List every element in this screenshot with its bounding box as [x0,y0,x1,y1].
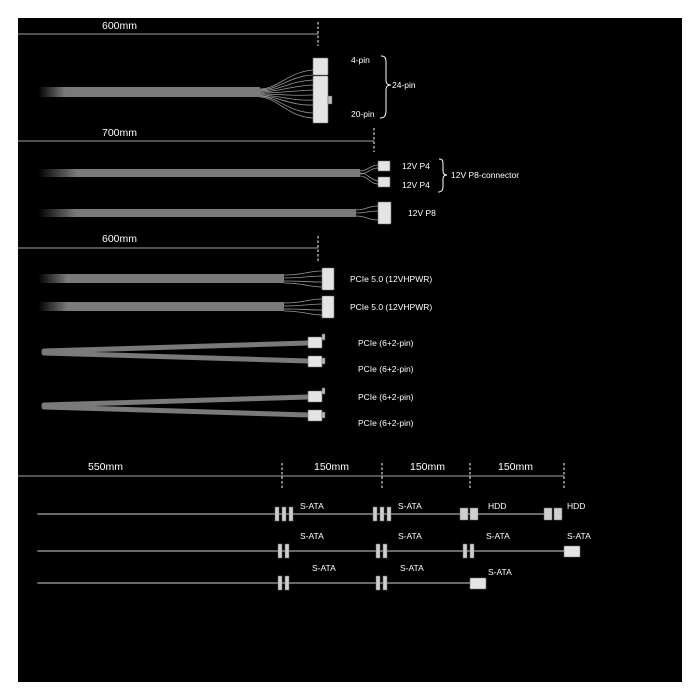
cpu-p8-connector [378,202,391,224]
atx-24pin-label: 24-pin [392,80,416,90]
atx-length-label: 600mm [102,20,138,32]
cpu-p4-connector-a [378,161,390,171]
sata-row1-label-1: S-ATA [300,501,324,511]
pcie62-label-c: PCIe (6+2-pin) [358,392,414,402]
cpu-p4-connector-b [378,177,390,187]
sata-row1-label-2: S-ATA [398,501,422,511]
pcie62-connector-c [308,391,322,402]
pcie5-label-a: PCIe 5.0 (12VHPWR) [350,274,433,284]
pcie-62-split-cable-1 [44,334,325,367]
atx-ruler [18,20,318,46]
sata-row2-label-2: S-ATA [398,531,422,541]
atx-20pin-connector [313,76,328,123]
pcie62-connector-a [308,337,322,348]
pcie62-connector-d [308,410,322,421]
cpu-p8-brace [438,159,447,192]
pcie62-label-a: PCIe (6+2-pin) [358,338,414,348]
atx-24pin-cable [38,58,332,123]
sata-cable-row-3 [38,563,512,590]
pcie-section [18,233,432,428]
pcie62-connector-b [308,356,322,367]
pcie5-cable-a [38,268,334,290]
sata-connector-1-2 [373,507,391,521]
pcie5-label-b: PCIe 5.0 (12VHPWR) [350,302,433,312]
sata-row2-label-1: S-ATA [300,531,324,541]
sata-seg3-label: 150mm [498,461,534,473]
sata-length-label: 550mm [88,461,124,473]
cpu-ruler [18,127,374,152]
cpu-section [18,127,519,224]
cpu-p4-label-b: 12V P4 [402,180,430,190]
atx-section [18,20,416,123]
atx-24pin-brace [380,56,391,118]
sata-row3-label-2: S-ATA [400,563,424,573]
cpu-length-label: 700mm [102,127,138,139]
atx-20pin-label: 20-pin [351,109,375,119]
molex-connector-1-4 [544,508,562,520]
cpu-p8-label: 12V P8 [408,208,436,218]
cpu-p4-split-cable [38,161,390,187]
sata-cable-row-2 [38,531,591,558]
sata-row3-label-3: S-ATA [488,567,512,577]
pcie5-connector-a [322,268,334,290]
sata-seg1-label: 150mm [314,461,350,473]
pcie-ruler [18,233,318,262]
sata-row1-label-4: HDD [567,501,586,511]
sata-row1-label-3: HDD [488,501,507,511]
pcie5-cable-b [38,296,334,318]
cable-diagram [18,18,682,682]
sata-ruler [18,461,564,490]
pcie-62-split-cable-2 [44,388,325,421]
sata-section [18,461,591,590]
cpu-p8-cable [38,202,391,224]
sata-connector-1-1 [275,507,293,521]
pcie-length-label: 600mm [102,233,138,245]
sata-row2-label-4: S-ATA [567,531,591,541]
sata-cable-row-1 [38,501,585,521]
sata-connector-2-4 [564,546,580,557]
cpu-p4-label-a: 12V P4 [402,161,430,171]
sata-seg2-label: 150mm [410,461,446,473]
atx-4pin-label: 4-pin [351,55,370,65]
sata-row2-label-3: S-ATA [486,531,510,541]
sata-row3-label-1: S-ATA [312,563,336,573]
sata-connector-3-3 [470,578,486,589]
cable-diagram-panel [18,18,682,682]
pcie5-connector-b [322,296,334,318]
atx-4pin-connector [313,58,328,75]
pcie62-label-b: PCIe (6+2-pin) [358,364,414,374]
cpu-p8-connector-label: 12V P8-connector [451,170,520,180]
pcie62-label-d: PCIe (6+2-pin) [358,418,414,428]
